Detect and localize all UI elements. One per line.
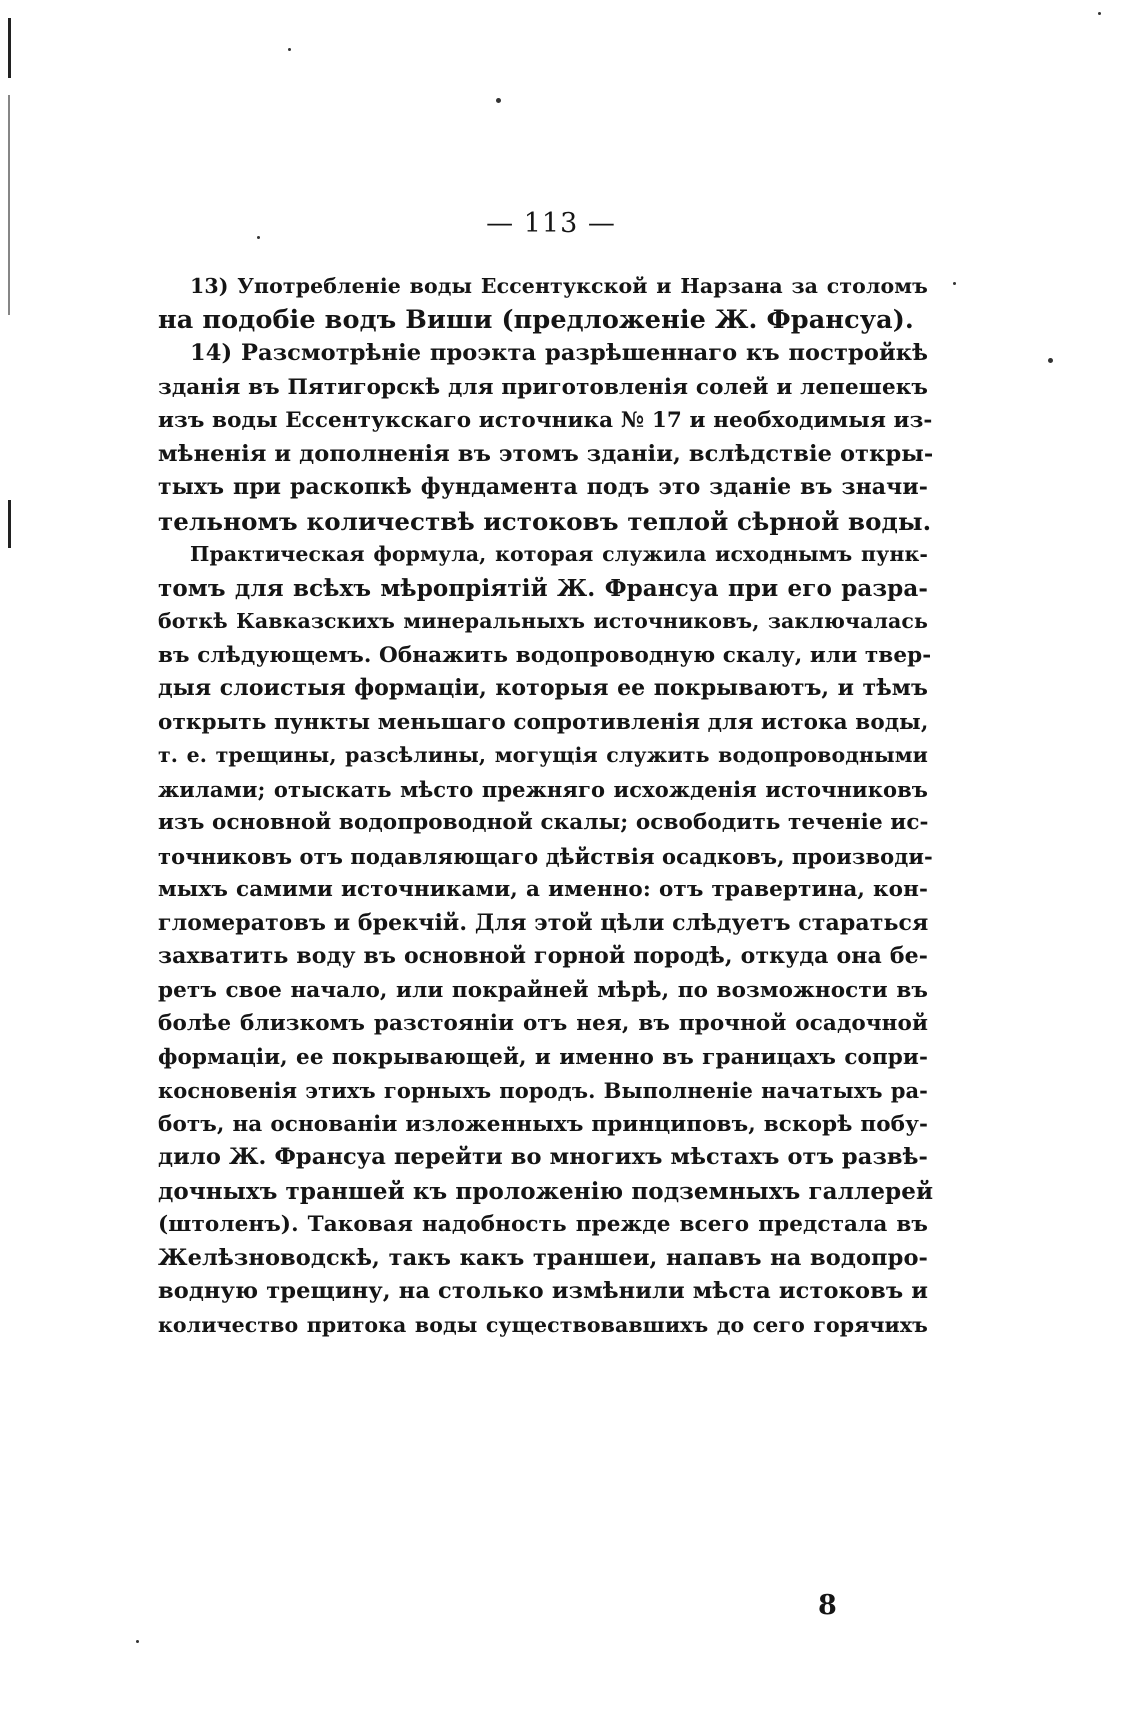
text-line: мыхъ самими источниками, а именно: отъ травертина, кон- (158, 877, 928, 902)
text-line: гломератовъ и брекчій. Для этой цѣли слѣдуетъ стараться (158, 909, 929, 936)
text-line: водную трещину, на столько измѣнили мѣста истоковъ и (158, 1278, 928, 1304)
text-line: ретъ свое начало, или покрайней мѣрѣ, по возможности въ (158, 977, 928, 1003)
text-line: зданія въ Пятигорскѣ для приготовленія солей и лепешекъ (158, 374, 928, 400)
text-line: дочныхъ траншей къ проложенію подземныхъ галлерей (158, 1177, 934, 1205)
text-line: на подобіе водъ Виши (предложеніе Ж. Франсуа). (158, 304, 914, 335)
page-number: — 113 — (486, 208, 616, 239)
text-line: изъ воды Ессентукскаго источника № 17 и необходимыя из- (158, 408, 933, 433)
text-line: (штоленъ). Таковая надобность прежде всего предстала въ (158, 1212, 928, 1237)
text-line: жилами; отыскать мѣсто прежняго исхожденія источниковъ (158, 776, 928, 802)
scan-speck (136, 1640, 139, 1643)
text-line: 13) Употребленіе воды Ессентукской и Нарзана за столомъ (190, 274, 928, 298)
paragraph (158, 337, 934, 538)
text-line: формаціи, ее покрывающей, и именно въ границахъ сопри- (158, 1044, 928, 1070)
text-line: дыя слоистыя формаціи, которыя ее покрываютъ, и тѣмъ (158, 675, 928, 701)
text-line: 14) Разсмотрѣніе проэкта разрѣшеннаго къ постройкѣ (190, 340, 928, 366)
text-line: изъ основной водопроводной скалы; освободить теченіе ис- (158, 810, 929, 835)
text-line: мѣненія и дополненія въ этомъ зданіи, вслѣдствіе откры- (158, 440, 934, 467)
text-line: въ слѣдующемъ. Обнажить водопроводную скалу, или твер- (158, 642, 932, 668)
text-line: ботъ, на основаніи изложенныхъ принциповъ, вскорѣ побу- (158, 1111, 928, 1137)
scan-speck (288, 48, 291, 51)
text-line: Практическая формула, которая служила исходнымъ пунк- (190, 542, 928, 566)
text-line: захватить воду въ основной горной породѣ, откуда она бе- (158, 943, 928, 969)
scan-speck (1098, 12, 1101, 15)
signature-mark: 8 (818, 1590, 837, 1621)
text-line: точниковъ отъ подавляющаго дѣйствія осадковъ, производи- (158, 843, 933, 869)
text-line: тыхъ при раскопкѣ фундамента подъ это зданіе въ значи- (158, 474, 928, 500)
text-line: открыть пункты меньшаго сопротивленія для истока воды, (158, 709, 929, 735)
text-line: количество притока воды существовавшихъ до сего горячихъ (158, 1312, 928, 1337)
text-line: т. е. трещины, разсѣлины, могущія служить водопроводными (158, 743, 928, 767)
paragraph (158, 538, 934, 1342)
scan-speck (496, 98, 501, 103)
text-line: Желѣзноводскѣ, такъ какъ траншеи, напавъ на водопро- (158, 1244, 928, 1271)
scan-edge-line (8, 95, 10, 315)
scan-speck (1048, 358, 1053, 363)
text-line: дило Ж. Франсуа перейти во многихъ мѣстахъ отъ развѣ- (158, 1144, 928, 1170)
text-line: тельномъ количествѣ истоковъ теплой сѣрной воды. (158, 506, 932, 536)
text-line: боткѣ Кавказскихъ минеральныхъ источниковъ, заключалась (158, 609, 928, 633)
body-text (158, 270, 934, 1342)
scan-edge-line (8, 500, 11, 548)
text-line: болѣе близкомъ разстояніи отъ нея, въ прочной осадочной (158, 1011, 928, 1036)
scan-edge-line (8, 18, 11, 78)
text-line: косновенія этихъ горныхъ породъ. Выполненіе начатыхъ ра- (158, 1078, 928, 1103)
scan-speck (953, 282, 956, 285)
paragraph (158, 270, 928, 337)
text-line: томъ для всѣхъ мѣропріятій Ж. Франсуа при его разра- (158, 574, 928, 602)
